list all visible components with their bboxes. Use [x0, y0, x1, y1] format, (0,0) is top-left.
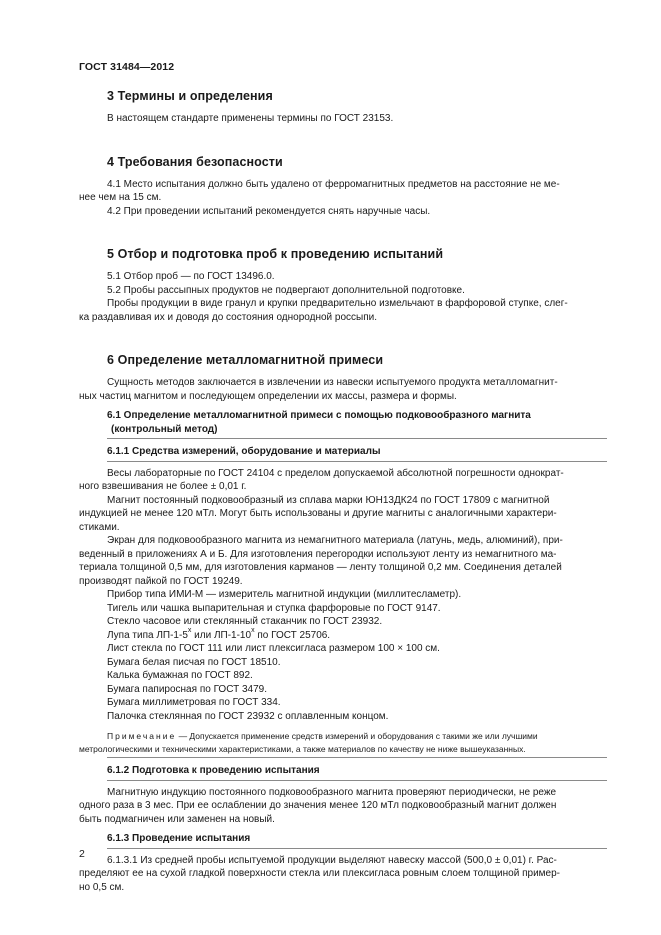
paragraph-scales-line1: Весы лабораторные по ГОСТ 24104 с пределом допускаемой абсолютной погрешности однократ- — [107, 467, 564, 479]
paragraph-scales-line2: ного взвешивания не более ± 0,01 г. — [79, 481, 247, 492]
paragraph-5-3-line1: Пробы продукции в виде гранул и крупки предварительно измельчают в фарфоровой ступке, слег- — [107, 298, 568, 309]
subsection-6-1-title-line1: 6.1 Определение металломагнитной примеси с помощью подковообразного магнита — [107, 410, 531, 421]
equipment-item: Стекло часовое или стеклянный стаканчик по ГОСТ 23932. — [107, 616, 383, 627]
subsection-divider — [107, 848, 607, 849]
document-body — [79, 88, 609, 894]
equipment-item: Палочка стеклянная по ГОСТ 23932 с оплавленным концом. — [107, 710, 389, 722]
section-3-text: В настоящем стандарте применены термины по ГОСТ 23153. — [107, 113, 394, 124]
equipment-item: Прибор типа ИМИ-М — измеритель магнитной индукции (миллитесламетр). — [107, 589, 462, 600]
page-number: 2 — [79, 848, 85, 860]
paragraph-6-1-2-line1: Магнитную индукцию постоянного подковообразного магнита проверяют периодически, не реже — [107, 786, 557, 798]
note-line1 — [79, 730, 609, 743]
paragraph-6-1-3-1-line2: пределяют ее на сухой гладкой поверхности стекла или плексигласа ровным слоем толщиной пример- — [79, 868, 560, 879]
paragraph-4-1-line2: нее чем на 15 см. — [79, 192, 162, 203]
note-text-a: — Допускается применение средств измерений и оборудования с такими же или лучшими — [176, 731, 538, 741]
equipment-item: Бумага белая писчая по ГОСТ 18510. — [107, 656, 281, 668]
subsection-6-1-title-line2: (контрольный метод) — [111, 423, 218, 435]
equipment-item-magnifier — [79, 629, 609, 643]
magnification-sup-1: х — [187, 627, 192, 635]
paragraph-4-1-line1: 4.1 Место испытания должно быть удалено от ферромагнитных предметов на расстояние не ме- — [107, 178, 560, 190]
paragraph-5-1: 5.1 Отбор проб — по ГОСТ 13496.0. — [107, 271, 275, 282]
section-6-intro-line1: Сущность методов заключается в извлечении из навески испытуемого продукта металломагнит- — [107, 377, 558, 388]
paragraph-6-1-3-1-line1: 6.1.3.1 Из средней пробы испытуемой продукции выделяют навеску массой (500,0 ± 0,01) г. Рас- — [107, 854, 557, 866]
equipment-item: Лист стекла по ГОСТ 111 или лист плексигласа размером 100 × 100 см. — [107, 643, 440, 654]
section-3-title: 3 Термины и определения — [107, 89, 273, 103]
magnifier-text-a: Лупа типа ЛП-1-5 — [107, 629, 188, 641]
note-label: Примечание — [107, 731, 177, 741]
magnification-sup-2: х — [251, 627, 255, 635]
section-4-title: 4 Требования безопасности — [107, 154, 283, 169]
paragraph-screen-line2: веденный в приложениях А и Б. Для изготовления перегородки используют ленту из немагнитного ма- — [79, 548, 557, 560]
paragraph-screen-line1: Экран для подковообразного магнита из немагнитного материала (латунь, медь, алюминий), при- — [107, 535, 563, 546]
section-5-title: 5 Отбор и подготовка проб к проведению испытаний — [107, 247, 444, 261]
paragraph-5-3-line2: ка раздавливая их и доводя до состояния однородной россыпи. — [79, 311, 377, 323]
section-6-intro-line2: ных частиц магнитом и последующем определении их массы, размера и формы. — [79, 390, 457, 402]
paragraph-5-2: 5.2 Пробы рассыпных продуктов не подвергают дополнительной подготовке. — [107, 284, 465, 296]
paragraph-4-2: 4.2 При проведении испытаний рекомендуется снять наручные часы. — [107, 205, 431, 217]
paragraph-magnet-line1: Магнит постоянный подковообразный из сплава марки ЮН13ДК24 по ГОСТ 17809 с магнитной — [107, 494, 550, 506]
paragraph-6-1-2-line2: одного раза в 3 мес. При ее ослаблении до значения менее 120 мТл подковообразный магнит должен — [79, 800, 557, 811]
subsection-6-1-2-title: 6.1.2 Подготовка к проведению испытания — [107, 765, 320, 776]
equipment-item: Бумага папиросная по ГОСТ 3479. — [107, 683, 267, 695]
subsection-divider — [107, 757, 607, 758]
subsection-divider — [107, 438, 607, 439]
paragraph-6-1-2-line3: быть подмагничен или заменен на новый. — [79, 813, 275, 825]
paragraph-screen-line4: производят пайкой по ГОСТ 19249. — [79, 575, 243, 587]
subsection-divider — [107, 780, 607, 781]
equipment-item: Тигель или чашка выпарительная и ступка фарфоровые по ГОСТ 9147. — [107, 602, 441, 614]
paragraph-screen-line3: териала толщиной 0,5 мм, для изготовления карманов — ленту толщиной 0,2 мм. Соединения деталей — [79, 562, 562, 573]
subsection-divider — [107, 461, 607, 462]
equipment-item: Калька бумажная по ГОСТ 892. — [107, 670, 253, 681]
equipment-item: Бумага миллиметровая по ГОСТ 334. — [107, 697, 281, 708]
note-line2: метрологическими и техническими характеристиками, а также материалов по качеству не ниже вышеуказанных. — [79, 743, 526, 754]
paragraph-magnet-line3: стиками. — [79, 521, 120, 533]
paragraph-6-1-3-1-line3: но 0,5 см. — [79, 881, 125, 893]
magnifier-text-c: по ГОСТ 25706. — [254, 629, 331, 641]
document-code: ГОСТ 31484—2012 — [79, 61, 175, 73]
subsection-6-1-1-title: 6.1.1 Средства измерений, оборудование и материалы — [107, 446, 381, 457]
subsection-6-1-3-title: 6.1.3 Проведение испытания — [107, 833, 251, 844]
paragraph-magnet-line2: индукцией не менее 120 мТл. Могут быть использованы и другие магниты с аналогичными характери- — [79, 508, 557, 519]
section-6-title: 6 Определение металломагнитной примеси — [107, 353, 384, 367]
magnifier-text-b: или ЛП-1-10 — [191, 629, 252, 641]
